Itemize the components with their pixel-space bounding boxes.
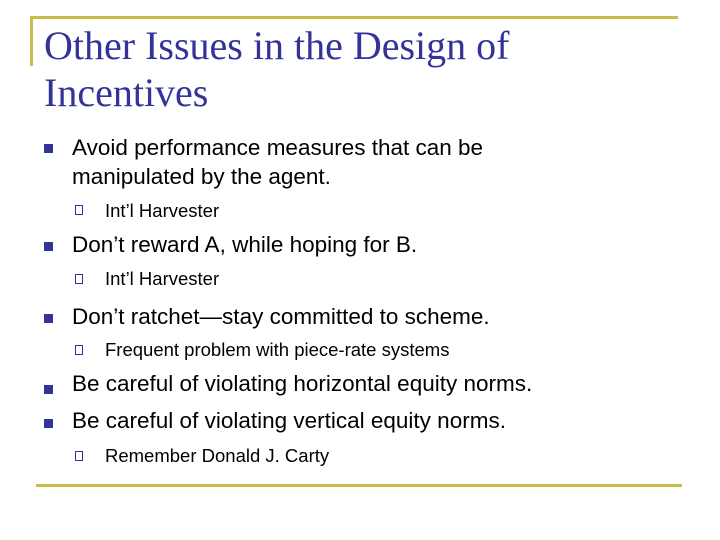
square-bullet-icon — [44, 385, 53, 394]
slide-title-line-1: Other Issues in the Design of — [44, 23, 510, 68]
footer-rule — [36, 484, 682, 487]
slide-title-line-2: Incentives — [44, 70, 209, 115]
hollow-square-bullet-icon — [75, 345, 83, 355]
sub-bullet-text-1-1: Int’l Harvester — [105, 200, 220, 221]
hollow-square-bullet-icon — [75, 274, 83, 284]
hollow-square-bullet-icon — [75, 205, 83, 215]
square-bullet-icon — [44, 242, 53, 251]
sub-bullet-text-5-1: Remember Donald J. Carty — [105, 445, 330, 466]
sub-bullet-text-2-1: Int’l Harvester — [105, 268, 220, 289]
hollow-square-bullet-icon — [75, 451, 83, 461]
bullet-text-4: Be careful of violating horizontal equity norms. — [72, 371, 533, 396]
bullet-text-5: Be careful of violating vertical equity norms. — [72, 408, 506, 433]
bullet-text-3: Don’t ratchet—stay committed to scheme. — [72, 304, 490, 329]
square-bullet-icon — [44, 419, 53, 428]
square-bullet-icon — [44, 314, 53, 323]
bullet-text-2: Don’t reward A, while hoping for B. — [72, 232, 418, 257]
bullet-text-1 — [72, 133, 672, 191]
square-bullet-icon — [44, 144, 53, 153]
sub-bullet-text-3-1: Frequent problem with piece-rate systems — [105, 339, 450, 360]
bullet-text-1-line-1: Avoid performance measures that can be — [72, 135, 484, 160]
bullet-text-1-line-2: manipulated by the agent. — [72, 164, 331, 189]
